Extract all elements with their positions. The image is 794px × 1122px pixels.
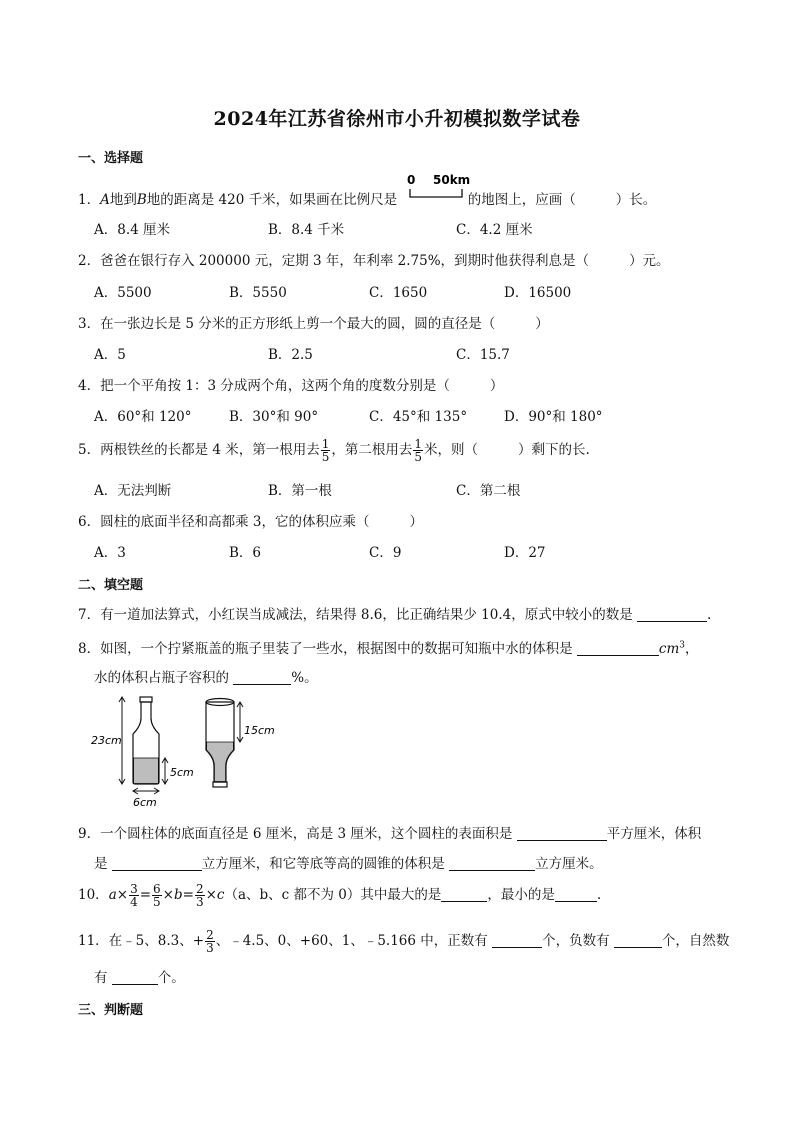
question-3: [78, 312, 549, 332]
q10-fraction-1: [129, 883, 139, 908]
q10-var-c: c: [216, 887, 225, 903]
q11-positive-blank[interactable]: [492, 933, 542, 948]
upright-bottle-water: [134, 758, 159, 784]
q7-end: .: [707, 607, 712, 623]
q6-option-a[interactable]: A．3: [94, 545, 126, 561]
q5-option-c[interactable]: C．第二根: [456, 483, 521, 499]
q6-text: 6．圆柱的底面半径和高都乘 3，它的体积应乘（: [78, 514, 370, 530]
q10-fraction-3-num: 2: [195, 882, 204, 896]
q11-fraction-num: 2: [206, 928, 214, 942]
q6-end: ）: [409, 514, 423, 530]
scale-km-label: 50km: [433, 173, 470, 187]
question-1: [78, 188, 656, 208]
q5-text-1: 5．两根铁丝的长都是 4 米，第一根用去: [78, 442, 320, 458]
q4-option-a[interactable]: A．60°和 120°: [94, 409, 192, 425]
q1-option-a[interactable]: A．8.4 厘米: [94, 222, 171, 238]
q11-fraction-den: 3: [206, 941, 214, 955]
q10-var-b: b: [173, 887, 183, 903]
q2-text: 2．爸爸在银行存入 200000 元，定期 3 年，年利率 2.75%，到期时他获得利息是（: [78, 253, 590, 269]
scale-bar: [410, 189, 462, 197]
q10-number: 10．: [78, 887, 109, 903]
q1-option-b[interactable]: B．8.4 千米: [268, 222, 345, 238]
question-4: [78, 374, 503, 394]
q4-text: 4．把一个平角按 1：3 分成两个角，这两个角的度数分别是（: [78, 378, 450, 394]
q10-text-1: （a、b、c 都不为 0）其中最大的是: [224, 887, 442, 903]
q11-text-2: 、﹣4.5、0、+60、1、﹣5.166 中，正数有: [215, 933, 488, 949]
q9-text-2: 平方厘米，体积: [606, 826, 702, 842]
scale-zero-label: 0: [407, 173, 416, 187]
question-11: [78, 929, 729, 954]
question-2: [78, 249, 670, 269]
q10-equals-2: =: [182, 887, 194, 903]
q7-answer-blank[interactable]: [637, 607, 707, 622]
q8-text-1: 8．如图，一个拧紧瓶盖的瓶子里装了一些水，根据图中的数据可知瓶中水的体积是: [78, 641, 573, 657]
q10-var-a: a: [108, 887, 117, 903]
q2-option-b[interactable]: B．5550: [229, 285, 287, 301]
q2-option-a[interactable]: A．5500: [94, 285, 152, 301]
q4-option-c[interactable]: C．45°和 135°: [369, 409, 468, 425]
q8-volume-blank[interactable]: [577, 641, 659, 656]
q3-option-c[interactable]: C．15.7: [456, 347, 510, 363]
question-9-line-2: [94, 852, 603, 872]
q5-option-a[interactable]: A．无法判断: [94, 483, 172, 499]
q2-option-d[interactable]: D．16500: [504, 285, 572, 301]
bottle-figure: [90, 690, 280, 814]
question-8-line-2: [94, 666, 318, 686]
q10-fraction-3: [195, 883, 205, 908]
q8-comma: ，: [685, 641, 699, 657]
q5-fraction-1: [321, 438, 331, 463]
total-height-label: 23cm: [91, 734, 122, 747]
q1-number: 1．: [78, 192, 101, 208]
inverted-bottle-water: [207, 742, 234, 782]
q11-fraction: [205, 929, 215, 954]
q3-text: 3．在一张边长是 5 分米的正方形纸上剪一个最大的圆，圆的直径是（: [78, 316, 496, 332]
question-6: [78, 510, 423, 530]
q8-unit-power: 3: [679, 640, 685, 651]
q10-times-2: ×: [162, 887, 174, 903]
q10-fraction-2-den: 5: [153, 895, 161, 909]
q10-equals-1: =: [139, 887, 152, 903]
q3-option-b[interactable]: B．2.5: [268, 347, 313, 363]
q3-end: ）: [535, 316, 549, 332]
upright-bottle-cap: [140, 697, 152, 702]
q4-option-d[interactable]: D．90°和 180°: [504, 409, 603, 425]
q8-percent-blank[interactable]: [233, 670, 291, 685]
q11-text-3: 个，负数有: [542, 933, 610, 949]
q8-unit: cm: [658, 641, 680, 657]
q7-text: 7．有一道加法算式，小红误当成减法，结果得 8.6，比正确结果少 10.4，原式中较小的数是: [78, 607, 633, 623]
q2-option-c[interactable]: C．1650: [369, 285, 428, 301]
q9-text-3: 是: [94, 856, 108, 872]
q6-option-d[interactable]: D．27: [504, 545, 546, 561]
q9-text-4: 立方厘米，和它等底等高的圆锥的体积是: [201, 856, 445, 872]
question-7: [78, 603, 711, 623]
q6-option-c[interactable]: C．9: [369, 545, 402, 561]
q11-negative-blank[interactable]: [614, 933, 662, 948]
q8-end: %。: [291, 670, 318, 686]
question-11-line-2: [94, 966, 185, 986]
section-heading-choice: 一、选择题: [78, 151, 144, 166]
q6-option-b[interactable]: B．6: [229, 545, 262, 561]
q10-max-blank[interactable]: [441, 887, 487, 902]
question-10: [78, 883, 601, 908]
q1-text-1: 地到: [109, 192, 137, 208]
q10-fraction-2: [152, 883, 162, 908]
air-height-label: 15cm: [244, 724, 275, 737]
section-heading-judge: 三、判断题: [78, 1003, 144, 1018]
q9-area-blank[interactable]: [517, 826, 607, 841]
q1-point-a: A: [100, 192, 110, 208]
q10-end: .: [596, 887, 602, 903]
q11-text-4: 个，自然数: [661, 933, 730, 949]
q11-text-1: 11．在﹣5、8.3、+: [78, 933, 205, 949]
q10-fraction-1-num: 3: [130, 882, 138, 896]
q4-option-b[interactable]: B．30°和 90°: [229, 409, 319, 425]
q5-option-b[interactable]: B．第一根: [268, 483, 332, 499]
q2-end: ）元。: [629, 253, 670, 269]
scale-bar-figure: [404, 171, 470, 205]
section-heading-fill: 二、填空题: [78, 578, 144, 593]
page-title: 2024年江苏省徐州市小升初模拟数学试卷: [213, 108, 581, 130]
q5-fraction-1-den: 5: [321, 450, 330, 464]
diameter-label: 6cm: [133, 796, 157, 809]
water-height-label: 5cm: [170, 766, 194, 779]
q10-min-blank[interactable]: [555, 887, 597, 902]
q1-text-2: 地的距离是 420 千米，如果画在比例尺是: [146, 192, 398, 208]
q11-text-6: 个。: [157, 970, 185, 986]
q10-times-3: ×: [205, 887, 217, 903]
q9-text-5: 立方厘米。: [535, 856, 603, 872]
q11-natural-blank[interactable]: [112, 970, 158, 985]
q9-text-1: 9．一个圆柱体的底面直径是 6 厘米，高是 3 厘米，这个圆柱的表面积是: [78, 826, 513, 842]
q5-text-3: 米，则（: [424, 442, 479, 458]
question-8: [78, 637, 699, 657]
question-5: [78, 438, 590, 463]
q10-fraction-3-den: 3: [195, 895, 204, 909]
q10-fraction-1-den: 4: [130, 895, 138, 909]
q10-times-1: ×: [116, 887, 129, 903]
q1-text-3: 的地图上，应画（: [467, 192, 576, 208]
q4-end: ）: [489, 378, 504, 394]
q5-fraction-2-den: 5: [414, 450, 423, 464]
q5-text-2: ，第二根用去: [331, 442, 413, 458]
q1-point-b: B: [136, 192, 147, 208]
q3-option-a[interactable]: A．5: [94, 347, 126, 363]
question-9: [78, 822, 701, 842]
q11-text-5: 有: [94, 970, 108, 986]
q8-text-2: 水的体积占瓶子容积的: [94, 670, 229, 686]
q1-option-c[interactable]: C．4.2 厘米: [456, 222, 533, 238]
q5-fraction-1-num: 1: [321, 437, 330, 451]
q5-fraction-2: [413, 438, 423, 463]
q5-text-4: ）剩下的长.: [518, 442, 590, 458]
q1-text-4: ）长。: [615, 192, 657, 208]
q10-text-2: ，最小的是: [487, 887, 555, 903]
q10-fraction-2-num: 6: [153, 882, 161, 896]
q9-volume-blank[interactable]: [112, 856, 202, 871]
q9-cone-blank[interactable]: [449, 856, 535, 871]
inverted-bottle-cap: [213, 782, 227, 787]
q5-fraction-2-num: 1: [414, 437, 423, 451]
